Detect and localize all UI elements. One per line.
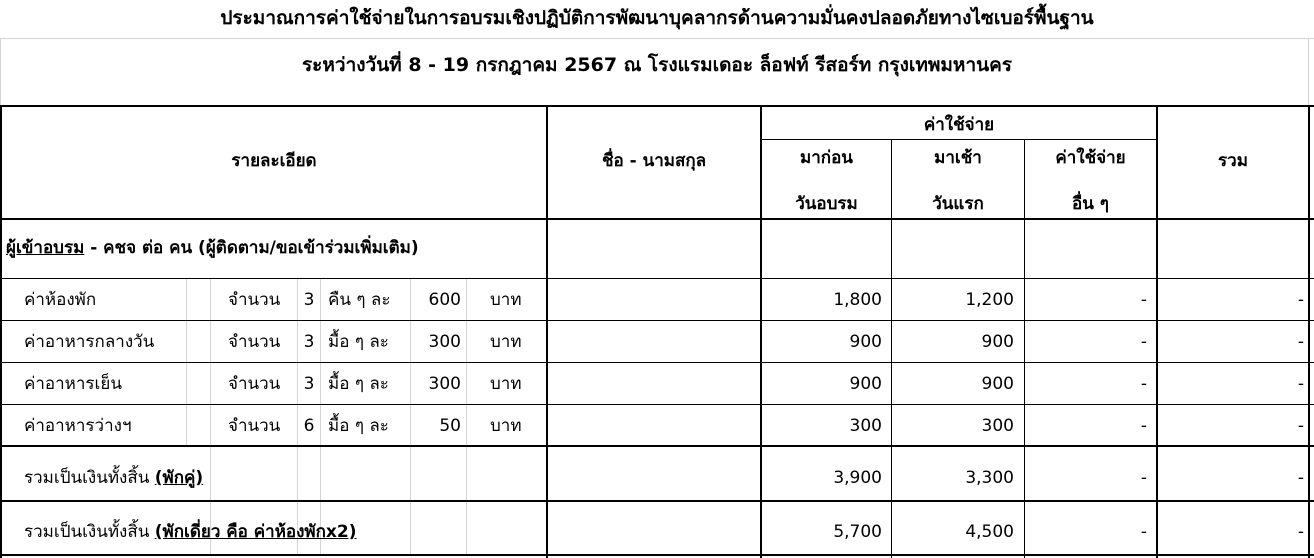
row-item: ค่าอาหารเย็น xyxy=(24,374,122,394)
row-currency: บาท xyxy=(490,332,522,352)
row-qty-label: จำนวน xyxy=(228,374,281,394)
gridline xyxy=(0,38,1,106)
row-col-c: - xyxy=(1140,374,1147,394)
section-header xyxy=(6,237,419,259)
sum-pair-text: รวมเป็นเงินทั้งสิ้น xyxy=(24,468,155,488)
table-border xyxy=(0,218,1314,220)
row-qty: 3 xyxy=(303,290,315,310)
gridline xyxy=(1308,38,1309,106)
row-rate: 600 xyxy=(428,290,461,310)
sum-single-col-b: 4,500 xyxy=(965,522,1014,542)
header-expenses: ค่าใช้จ่าย xyxy=(923,115,995,135)
sum-single-col-c: - xyxy=(1140,522,1147,542)
header-details: รายละเอียด xyxy=(231,151,317,171)
row-col-b: 900 xyxy=(981,332,1014,352)
header-col-c-line1: ค่าใช้จ่าย xyxy=(1055,148,1126,168)
header-col-a-line1: มาก่อน xyxy=(800,148,853,168)
row-col-a: 1,800 xyxy=(833,290,882,310)
table-border xyxy=(546,105,548,558)
sum-pair-label xyxy=(24,467,203,489)
table-border xyxy=(0,554,1314,556)
row-item: ค่าอาหารกลางวัน xyxy=(24,332,155,352)
row-unit: คืน ๆ ละ xyxy=(328,290,391,310)
row-currency: บาท xyxy=(490,374,522,394)
table-border xyxy=(0,105,2,558)
sum-pair-total: - xyxy=(1297,468,1304,488)
row-qty-label: จำนวน xyxy=(228,416,281,436)
table-border xyxy=(0,320,1314,321)
sheet-subtitle: ระหว่างวันที่ 8 - 19 กรกฎาคม 2567 ณ โรงแรมเดอะ ล็อฟท์ รีสอร์ท กรุงเทพมหานคร xyxy=(301,54,1013,76)
sum-pair-col-a: 3,900 xyxy=(833,468,882,488)
row-col-c: - xyxy=(1140,290,1147,310)
row-currency: บาท xyxy=(490,290,522,310)
table-border xyxy=(0,404,1314,405)
sheet-title: ประมาณการค่าใช้จ่ายในการอบรมเชิงปฏิบัติการพัฒนาบุคลากรด้านความมั่นคงปลอดภัยทางไซเบอร์พื้นฐาน xyxy=(220,7,1094,29)
sum-pair-col-c: - xyxy=(1140,468,1147,488)
table-border xyxy=(0,500,1314,502)
row-qty: 6 xyxy=(303,416,315,436)
row-col-b: 1,200 xyxy=(965,290,1014,310)
table-border xyxy=(0,362,1314,363)
sum-single-emph: (พักเดี่ยว คือ ค่าห้องพักx2) xyxy=(154,522,357,542)
row-qty: 3 xyxy=(303,332,315,352)
sum-single-label xyxy=(24,521,357,543)
row-currency: บาท xyxy=(490,416,522,436)
row-unit: มื้อ ๆ ละ xyxy=(328,416,389,436)
row-rate: 300 xyxy=(428,374,461,394)
header-col-a-line2: วันอบรม xyxy=(795,194,858,214)
sum-pair-emph: (พักคู่) xyxy=(154,468,204,488)
section-rest: - คชจ ต่อ คน (ผู้ติดตาม/ขอเข้าร่วมเพิ่มเติม) xyxy=(84,238,419,258)
table-border xyxy=(1308,105,1310,558)
row-item: ค่าอาหารว่างฯ xyxy=(24,416,132,436)
gridline xyxy=(0,38,1314,39)
sum-pair-col-b: 3,300 xyxy=(965,468,1014,488)
section-prefix: ผู้เข้าอบรม xyxy=(6,238,85,258)
header-col-b-line2: วันแรก xyxy=(932,194,984,214)
header-name: ชื่อ - นามสกุล xyxy=(601,151,707,171)
row-col-a: 300 xyxy=(849,416,882,436)
row-total: - xyxy=(1297,290,1304,310)
row-unit: มื้อ ๆ ละ xyxy=(328,332,389,352)
row-total: - xyxy=(1297,374,1304,394)
table-border xyxy=(0,105,1314,107)
header-col-c-line2: อื่น ๆ xyxy=(1072,194,1109,214)
row-qty: 3 xyxy=(303,374,315,394)
row-col-c: - xyxy=(1140,332,1147,352)
row-item: ค่าห้องพัก xyxy=(24,290,97,310)
row-col-b: 300 xyxy=(981,416,1014,436)
row-total: - xyxy=(1297,332,1304,352)
sum-single-total: - xyxy=(1297,522,1304,542)
header-col-b-line1: มาเช้า xyxy=(934,148,982,168)
row-qty-label: จำนวน xyxy=(228,332,281,352)
table-border xyxy=(0,278,1314,279)
row-rate: 300 xyxy=(428,332,461,352)
row-col-c: - xyxy=(1140,416,1147,436)
row-col-a: 900 xyxy=(849,374,882,394)
row-col-b: 900 xyxy=(981,374,1014,394)
table-border xyxy=(0,445,1314,447)
row-total: - xyxy=(1297,416,1304,436)
table-border xyxy=(761,139,1157,140)
row-unit: มื้อ ๆ ละ xyxy=(328,374,389,394)
sum-single-text: รวมเป็นเงินทั้งสิ้น xyxy=(24,522,155,542)
row-col-a: 900 xyxy=(849,332,882,352)
row-rate: 50 xyxy=(439,416,461,436)
sum-single-col-a: 5,700 xyxy=(833,522,882,542)
header-total: รวม xyxy=(1218,151,1248,171)
row-qty-label: จำนวน xyxy=(228,290,281,310)
